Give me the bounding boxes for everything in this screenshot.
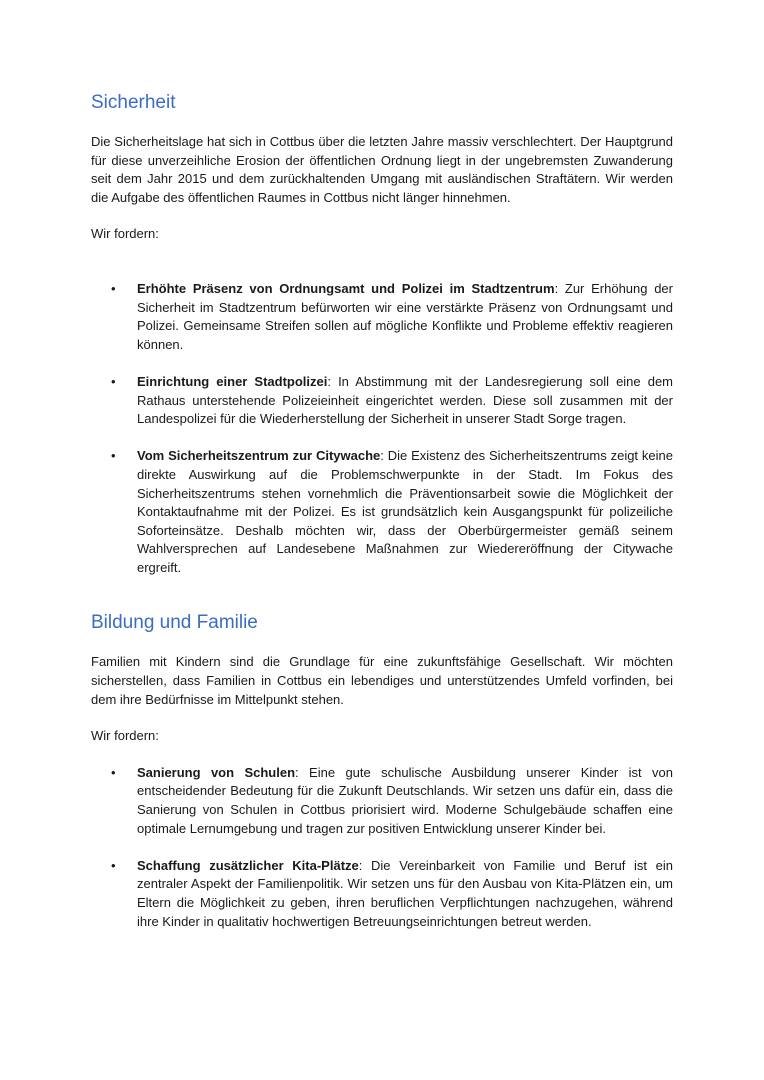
document-page — [91, 91, 673, 931]
list-item — [91, 280, 673, 354]
section-title-sicherheit: Sicherheit — [91, 92, 176, 113]
demand-list — [91, 280, 673, 578]
list-item — [91, 447, 673, 577]
demand-label: Wir fordern: — [91, 728, 159, 744]
item-text: : Zur Erhöhung der Sicherheit im Stadtzentrum befürworten wir eine verstärkte Präsenz von Ordnungsamt und Polizei. Gemeinsame Streifen sollen auf mögliche Konflikte und Probleme effektiv reagieren können. — [137, 280, 673, 352]
item-text: : In Abstimmung mit der Landesregierung soll eine dem Rathaus unterstehende Polizeieinheit eingerichtet werden. Diese soll zusammen mit der Landespolizei für die Wiederherstellung der Sicherheit in unserer Stadt Sorge tragen. — [137, 373, 674, 427]
item-text: : Eine gute schulische Ausbildung unserer Kinder ist von entscheidender Bedeutung für die Zukunft Deutschlands. Wir setzen uns dafür ein, dass die Sanierung von Schulen in Cottbus priorisiert wird. Moderne Schulgebäude schaffen eine optimale Lernumgebung und tragen zur positiven Entwicklung unserer Kinder bei. — [137, 764, 674, 836]
item-text: : Die Existenz des Sicherheitszentrums zeigt keine direkte Auswirkung auf die Problemschwerpunkte in der Stadt. Im Fokus des Sicherheitszentrums stehen vornehmlich die Präventionsarbeit sowie die Möglichkeit der Kontaktaufnahme mit der Polizei. Es ist grundsätzlich kein Ausgangspunkt für polizeiliche Soforteinsätze. Deshalb möchten wir, dass der Oberbürgermeister gemäß seinem Wahlversprechen auf Landesebene Maßnahmen zur Wiedereröffnung der Citywache ergreift. — [137, 448, 673, 575]
section-intro: Familien mit Kindern sind die Grundlage für eine zukunftsfähige Gesellschaft. Wir möchten sicherstellen, dass Familien in Cottbus ein lebendiges und unterstützendes Umfeld vorfinden, bei dem ihre Bedürfnisse im Mittelpunkt stehen. — [91, 654, 673, 707]
bullet-icon: • — [111, 448, 116, 464]
bullet-icon: • — [111, 280, 116, 296]
bullet-icon: • — [111, 764, 116, 780]
demand-label: Wir fordern: — [91, 226, 159, 242]
bullet-icon: • — [111, 373, 116, 389]
item-text: : Die Vereinbarkeit von Familie und Beruf ist ein zentraler Aspekt der Familienpolitik. Wir setzen uns für den Ausbau von Kita-Plätzen ein, um Eltern die Möglichkeit zu geben, ihren beruflichen Verpflichtungen nachzugehen, während ihre Kinder in qualitativ hochwertigen Betreuungseinrichtungen betreut werden. — [137, 857, 673, 929]
section-intro: Die Sicherheitslage hat sich in Cottbus über die letzten Jahre massiv verschlechtert. Der Hauptgrund für diese unverzeihliche Erosion der öffentlichen Ordnung liegt in der ungebremsten Zuwanderung seit dem Jahr 2015 und dem zurückhaltenden Umgang mit ausländischen Straftätern. Wir werden die Aufgabe des öffentlichen Raumes in Cottbus nicht länger hinnehmen. — [91, 134, 673, 205]
item-heading: Vom Sicherheitszentrum zur Citywache — [137, 448, 381, 464]
item-heading: Erhöhte Präsenz von Ordnungsamt und Polizei im Stadtzentrum — [137, 280, 555, 296]
list-item — [91, 373, 673, 429]
list-item — [91, 764, 673, 838]
bullet-icon: • — [111, 857, 116, 873]
section-title-bildung-und-familie: Bildung und Familie — [91, 612, 258, 634]
item-heading: Schaffung zusätzlicher Kita-Plätze — [137, 857, 359, 873]
item-heading: Einrichtung einer Stadtpolizei — [137, 373, 328, 389]
list-item — [91, 857, 673, 931]
item-heading: Sanierung von Schulen — [137, 764, 296, 780]
demand-list — [91, 764, 673, 931]
